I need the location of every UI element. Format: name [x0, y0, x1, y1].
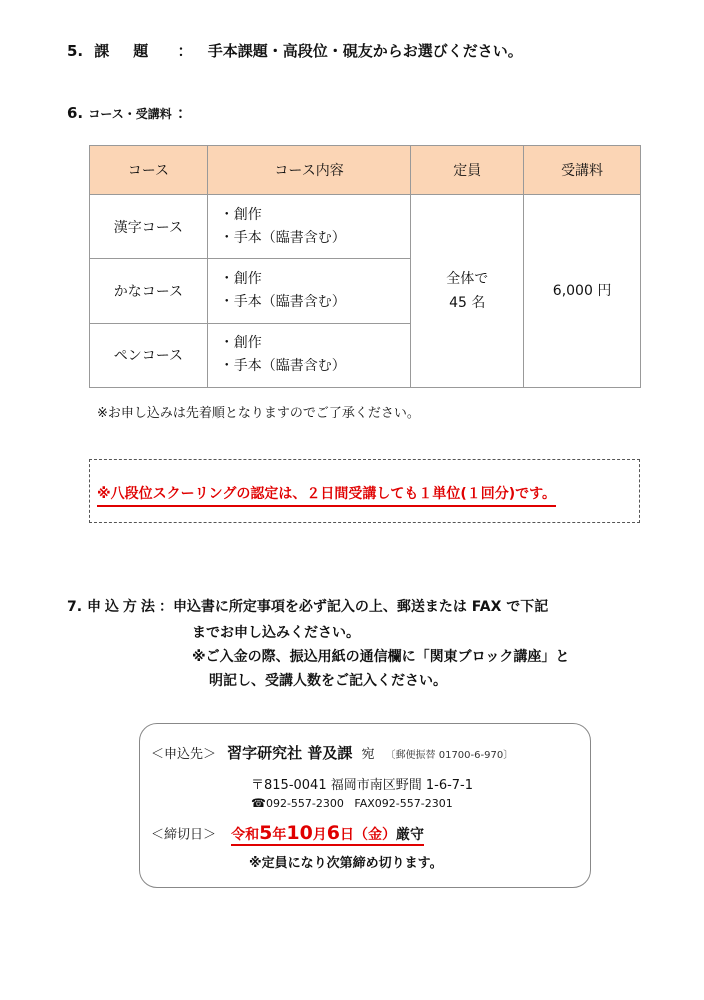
section-7-line3: ※ご入金の際、振込用紙の通信欄に「関東ブロック講座」と [192, 649, 570, 665]
destination-label: ＜申込先＞ [151, 747, 217, 762]
destination-row [151, 742, 513, 763]
section-5-number: 5. [67, 42, 84, 60]
deadline-weekday: （金） [354, 827, 397, 843]
table-row [90, 195, 641, 259]
course-item: ・手本（臨書含む） [219, 293, 346, 310]
destination-suffix: 宛 [361, 747, 375, 762]
deadline-row [151, 822, 424, 844]
course-item: ・手本（臨書含む） [219, 358, 346, 375]
section-5-text: 手本課題・高段位・硯友からお選びください。 [207, 42, 523, 60]
first-come-note: ※お申し込みは先着順となりますのでご了承ください。 [97, 406, 420, 421]
contact-row [251, 796, 453, 810]
capacity-cell [411, 195, 524, 388]
section-6-colon: ： [177, 104, 193, 122]
deadline-month: 10 [286, 822, 313, 844]
section-5-subject [67, 40, 523, 61]
section-7-line2: までお申し込みください。 [192, 625, 360, 641]
course-item: ・創作 [219, 270, 262, 287]
section-5-label: 課題 [94, 42, 173, 60]
postal-transfer: 〔郵便振替 01700-6-970〕 [385, 750, 514, 761]
course-item: ・創作 [219, 335, 262, 352]
closing-note: ※定員になり次第締め切ります。 [249, 856, 443, 871]
telephone-icon: ☎ [251, 796, 266, 810]
course-content [207, 195, 411, 259]
section-7-label: 申込方法 [86, 599, 159, 615]
header-capacity: 定員 [411, 146, 524, 195]
deadline-label: ＜締切日＞ [151, 827, 217, 843]
fee-cell: 6,000 円 [524, 195, 641, 388]
deadline-year-unit: 年 [272, 827, 287, 843]
deadline-date [231, 822, 425, 846]
course-name: 漢字コース [90, 195, 208, 259]
postal-address: 〒815-0041 福岡市南区野間 1-6-7-1 [251, 778, 474, 793]
section-7-number: 7. [67, 599, 83, 615]
section-7-line4: 明記し、受講人数をご記入ください。 [209, 673, 447, 689]
section-5-colon: ： [177, 42, 193, 60]
section-7-line1: 申込書に所定事項を必ず記入の上、郵送または FAX で下記 [172, 599, 549, 615]
capacity-line2: 45 名 [449, 295, 486, 311]
deadline-strict: 厳守 [396, 827, 425, 843]
table-header-row [90, 146, 641, 195]
header-fee: 受講料 [524, 146, 641, 195]
capacity-line1: 全体で [446, 271, 489, 287]
section-6-number: 6. [67, 104, 84, 122]
deadline-day-unit: 日 [340, 827, 355, 843]
phone-number: 092-557-2300 [265, 797, 344, 810]
section-6-course-fee [67, 102, 192, 123]
course-name: ペンコース [90, 323, 208, 387]
section-7-application [67, 596, 548, 616]
course-item: ・創作 [219, 206, 262, 223]
course-content [207, 259, 411, 323]
deadline-era: 令和 [231, 827, 260, 843]
red-notice-text: ※八段位スクーリングの認定は、２日間受講しても１単位(１回分)です。 [97, 483, 556, 507]
section-6-label: コース・受講料 [88, 107, 172, 121]
deadline-day: 6 [326, 822, 341, 844]
course-name: かなコース [90, 259, 208, 323]
header-course-content: コース内容 [207, 146, 411, 195]
course-table [89, 145, 641, 388]
course-content [207, 323, 411, 387]
fax-number: FAX092-557-2301 [354, 797, 453, 810]
deadline-month-unit: 月 [312, 827, 327, 843]
course-item: ・手本（臨書含む） [219, 229, 346, 246]
destination-name: 習字研究社 普及課 [227, 744, 353, 762]
deadline-year: 5 [259, 822, 273, 844]
section-7-colon: ： [158, 599, 173, 615]
header-course: コース [90, 146, 208, 195]
